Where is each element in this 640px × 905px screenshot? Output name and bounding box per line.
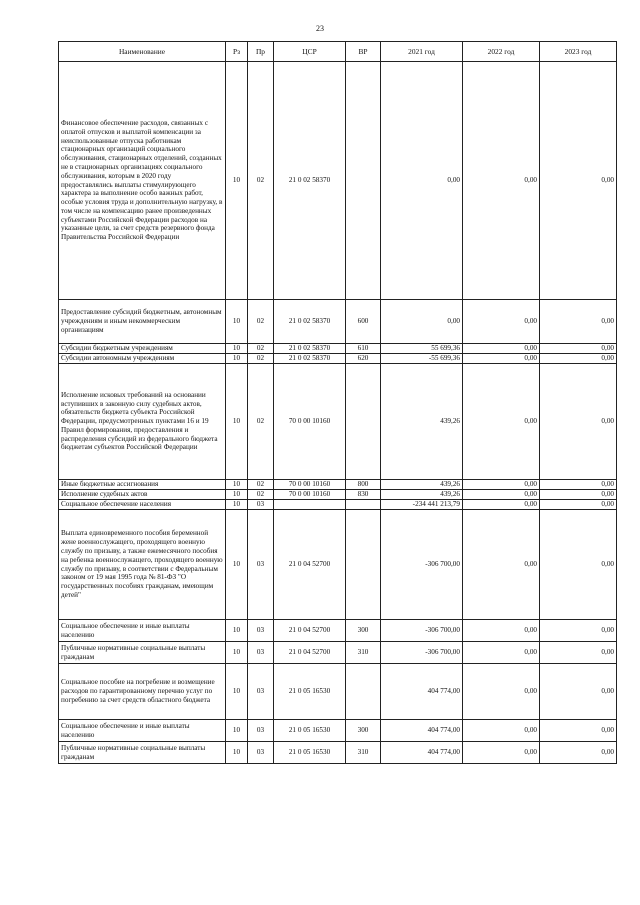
- cell-2023: 0,00: [540, 344, 617, 354]
- cell-2021: 0,00: [381, 62, 463, 300]
- cell-vr: [346, 664, 381, 720]
- cell-vr: 300: [346, 720, 381, 742]
- cell-csr: 21 0 02 58370: [274, 62, 346, 300]
- cell-pr: 03: [248, 500, 274, 510]
- cell-2023: 0,00: [540, 62, 617, 300]
- column-header-2021: 2021 год: [381, 42, 463, 62]
- cell-csr: 21 0 02 58370: [274, 300, 346, 344]
- cell-pr: 03: [248, 664, 274, 720]
- cell-csr: 21 0 02 58370: [274, 344, 346, 354]
- cell-2022: 0,00: [463, 62, 540, 300]
- cell-csr: 21 0 05 16530: [274, 742, 346, 764]
- cell-2021: -55 699,36: [381, 354, 463, 364]
- cell-name: Исполнение судебных актов: [59, 490, 226, 500]
- cell-rz: 10: [226, 620, 248, 642]
- cell-vr: 610: [346, 344, 381, 354]
- cell-2023: 0,00: [540, 510, 617, 620]
- cell-pr: 02: [248, 300, 274, 344]
- table-row: [59, 664, 617, 720]
- cell-vr: [346, 62, 381, 300]
- cell-2021: 404 774,00: [381, 664, 463, 720]
- cell-name: Иные бюджетные ассигнования: [59, 480, 226, 490]
- cell-2022: 0,00: [463, 510, 540, 620]
- cell-vr: 300: [346, 620, 381, 642]
- table-row: [59, 500, 617, 510]
- cell-csr: 21 0 05 16530: [274, 664, 346, 720]
- cell-2022: 0,00: [463, 300, 540, 344]
- table-row: [59, 480, 617, 490]
- table-header-row: [59, 42, 617, 62]
- table-row: [59, 364, 617, 480]
- table-row: [59, 344, 617, 354]
- cell-pr: 02: [248, 490, 274, 500]
- cell-rz: 10: [226, 642, 248, 664]
- cell-rz: 10: [226, 364, 248, 480]
- cell-2021: 404 774,00: [381, 720, 463, 742]
- table-row: [59, 620, 617, 642]
- cell-2021: 404 774,00: [381, 742, 463, 764]
- table-body: [59, 62, 617, 764]
- cell-rz: 10: [226, 480, 248, 490]
- cell-pr: 03: [248, 642, 274, 664]
- cell-pr: 02: [248, 344, 274, 354]
- column-header-2022: 2022 год: [463, 42, 540, 62]
- column-header-rz: Рз: [226, 42, 248, 62]
- cell-name: Публичные нормативные социальные выплаты гражданам: [59, 742, 226, 764]
- cell-2022: 0,00: [463, 480, 540, 490]
- cell-2023: 0,00: [540, 642, 617, 664]
- table-row: [59, 642, 617, 664]
- cell-2022: 0,00: [463, 354, 540, 364]
- cell-2022: 0,00: [463, 620, 540, 642]
- cell-vr: 620: [346, 354, 381, 364]
- cell-rz: 10: [226, 500, 248, 510]
- cell-2022: 0,00: [463, 664, 540, 720]
- cell-rz: 10: [226, 62, 248, 300]
- cell-csr: 21 0 02 58370: [274, 354, 346, 364]
- cell-name: Исполнение исковых требований на основании вступивших в законную силу судебных актов, обязательств бюджета субъекта Российской Федерации, предусмотренных пунктами 16 и 19 Правил формирования, предоставления и распределения субсидий из федерального бюджета бюджетам субъектов Российской Федерации: [59, 364, 226, 480]
- table-row: [59, 510, 617, 620]
- cell-name: Выплата единовременного пособия беременной жене военнослужащего, проходящего военную службу по призыву, а также ежемесячного пособия на ребенка военнослужащего, проходящего военную службу по призыву, в соответствии с Федеральным законом от 19 мая 1995 года № 81-ФЗ "О государственных пособиях гражданам, имеющим детей": [59, 510, 226, 620]
- cell-rz: 10: [226, 664, 248, 720]
- cell-name: Социальное обеспечение и иные выплаты населению: [59, 620, 226, 642]
- cell-2023: 0,00: [540, 720, 617, 742]
- cell-2023: 0,00: [540, 500, 617, 510]
- cell-2023: 0,00: [540, 742, 617, 764]
- cell-2023: 0,00: [540, 664, 617, 720]
- cell-rz: 10: [226, 510, 248, 620]
- cell-2022: 0,00: [463, 344, 540, 354]
- cell-vr: [346, 500, 381, 510]
- cell-pr: 02: [248, 62, 274, 300]
- cell-name: Социальное обеспечение и иные выплаты населению: [59, 720, 226, 742]
- cell-2023: 0,00: [540, 480, 617, 490]
- cell-csr: 21 0 05 16530: [274, 720, 346, 742]
- cell-2022: 0,00: [463, 742, 540, 764]
- column-header-vr: ВР: [346, 42, 381, 62]
- column-header-name: Наименование: [59, 42, 226, 62]
- cell-name: Субсидии автономным учреждениям: [59, 354, 226, 364]
- cell-vr: 830: [346, 490, 381, 500]
- cell-2021: -306 700,00: [381, 642, 463, 664]
- cell-vr: [346, 364, 381, 480]
- cell-2021: 55 699,36: [381, 344, 463, 354]
- cell-pr: 03: [248, 510, 274, 620]
- page-number: 23: [316, 24, 324, 33]
- cell-pr: 02: [248, 364, 274, 480]
- cell-csr: 70 0 00 10160: [274, 490, 346, 500]
- cell-2021: 439,26: [381, 364, 463, 480]
- cell-2023: 0,00: [540, 620, 617, 642]
- cell-2022: 0,00: [463, 642, 540, 664]
- cell-name: Социальное пособие на погребение и возмещение расходов по гарантированному перечню услуг по погребению за счет средств областного бюджета: [59, 664, 226, 720]
- cell-csr: [274, 500, 346, 510]
- table-row: [59, 300, 617, 344]
- cell-pr: 03: [248, 742, 274, 764]
- cell-2022: 0,00: [463, 364, 540, 480]
- table-row: [59, 490, 617, 500]
- cell-csr: 70 0 00 10160: [274, 480, 346, 490]
- cell-csr: 21 0 04 52700: [274, 620, 346, 642]
- cell-rz: 10: [226, 344, 248, 354]
- cell-vr: 800: [346, 480, 381, 490]
- cell-2022: 0,00: [463, 500, 540, 510]
- cell-2021: -234 441 213,79: [381, 500, 463, 510]
- cell-2021: -306 700,00: [381, 510, 463, 620]
- table-row: [59, 62, 617, 300]
- cell-pr: 02: [248, 480, 274, 490]
- cell-name: Предоставление субсидий бюджетным, автономным учреждениям и иным некоммерческим организациям: [59, 300, 226, 344]
- cell-vr: [346, 510, 381, 620]
- cell-csr: 21 0 04 52700: [274, 642, 346, 664]
- cell-rz: 10: [226, 354, 248, 364]
- cell-name: Публичные нормативные социальные выплаты гражданам: [59, 642, 226, 664]
- cell-pr: 02: [248, 354, 274, 364]
- cell-2023: 0,00: [540, 490, 617, 500]
- cell-2023: 0,00: [540, 354, 617, 364]
- cell-name: Субсидии бюджетным учреждениям: [59, 344, 226, 354]
- cell-rz: 10: [226, 300, 248, 344]
- cell-rz: 10: [226, 742, 248, 764]
- cell-pr: 03: [248, 620, 274, 642]
- cell-vr: 310: [346, 642, 381, 664]
- cell-csr: 70 0 00 10160: [274, 364, 346, 480]
- cell-2023: 0,00: [540, 364, 617, 480]
- table-row: [59, 742, 617, 764]
- cell-rz: 10: [226, 720, 248, 742]
- cell-rz: 10: [226, 490, 248, 500]
- cell-name: Финансовое обеспечение расходов, связанных с оплатой отпусков и выплатой компенсации за неиспользованные отпуска работникам стационарных организаций социального обслуживания, стационарных отделений, созданных не в стационарных организациях социального обслуживания, которым в 2020 году предоставлялись выплаты стимулирующего характера за выполнение особо важных работ, особые условия труда и дополнительную нагрузку, в том числе на компенсацию ранее произведенных субъектами Российской Федерации расходов на указанные цели, за счет средств резервного фонда Правительства Российской Федерации: [59, 62, 226, 300]
- column-header-pr: Пр: [248, 42, 274, 62]
- cell-2021: -306 700,00: [381, 620, 463, 642]
- column-header-2023: 2023 год: [540, 42, 617, 62]
- table-row: [59, 720, 617, 742]
- table-row: [59, 354, 617, 364]
- cell-name: Социальное обеспечение населения: [59, 500, 226, 510]
- cell-2022: 0,00: [463, 490, 540, 500]
- budget-table: [58, 41, 617, 764]
- cell-vr: 600: [346, 300, 381, 344]
- column-header-csr: ЦСР: [274, 42, 346, 62]
- cell-vr: 310: [346, 742, 381, 764]
- cell-pr: 03: [248, 720, 274, 742]
- cell-2021: 0,00: [381, 300, 463, 344]
- cell-2022: 0,00: [463, 720, 540, 742]
- cell-2021: 439,26: [381, 480, 463, 490]
- cell-2023: 0,00: [540, 300, 617, 344]
- cell-csr: 21 0 04 52700: [274, 510, 346, 620]
- cell-2021: 439,26: [381, 490, 463, 500]
